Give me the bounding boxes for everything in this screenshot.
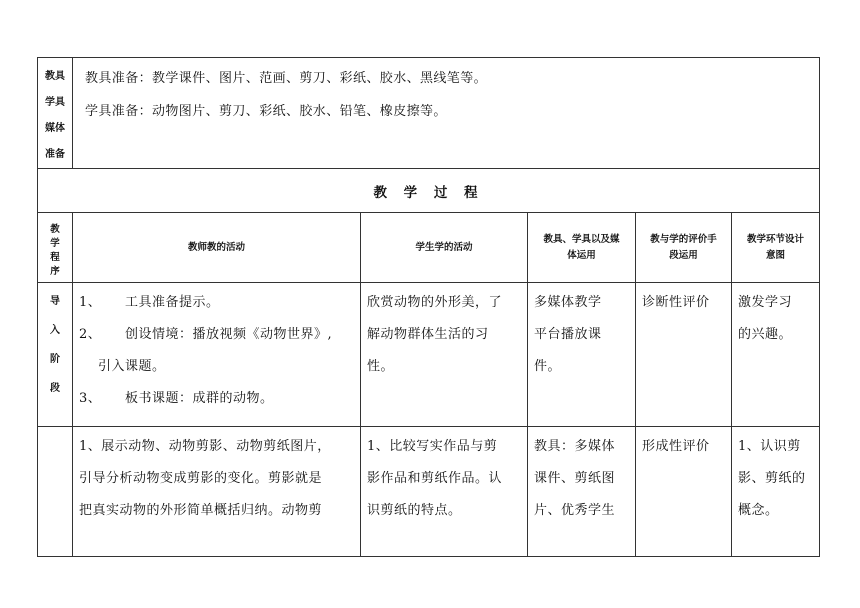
design-line: 概念。 bbox=[738, 503, 779, 518]
intro-student-activity bbox=[361, 283, 528, 427]
header-evaluation-line: 段运用 bbox=[669, 249, 698, 261]
header-media-line: 教具、学具以及媒 bbox=[543, 233, 620, 245]
header-evaluation bbox=[636, 213, 732, 283]
intro-teacher-activity bbox=[73, 283, 361, 427]
header-evaluation-line: 教与学的评价手 bbox=[650, 233, 717, 245]
side-label-line: 准备 bbox=[45, 149, 65, 160]
student-line: 1、比较写实作品与剪 bbox=[367, 439, 498, 454]
teacher-tools-text: 教具准备：教学课件、图片、范画、剪刀、彩纸、胶水、黑线笔等。 bbox=[85, 71, 488, 86]
header-media bbox=[528, 213, 636, 283]
tools-row bbox=[38, 58, 820, 169]
stage-char: 阶 bbox=[50, 354, 60, 365]
design-line: 激发学习 bbox=[738, 295, 793, 310]
teacher-line: 把真实动物的外形简单概括归纳。动物剪 bbox=[79, 503, 323, 518]
header-stage-char: 序 bbox=[50, 265, 60, 277]
step-text-continued: 引入课题。 bbox=[98, 359, 166, 374]
stage-char: 入 bbox=[50, 325, 60, 336]
next-design bbox=[732, 427, 820, 557]
header-teacher-activity: 教师教的活动 bbox=[73, 213, 361, 283]
side-label-line: 学具 bbox=[45, 97, 65, 108]
header-stage-char: 教 bbox=[50, 223, 60, 235]
header-student-activity: 学生学的活动 bbox=[361, 213, 528, 283]
next-media bbox=[528, 427, 636, 557]
step-number: 1、 bbox=[79, 295, 102, 310]
teacher-line: 1、展示动物、动物剪影、动物剪纸图片， bbox=[79, 439, 331, 454]
step-number: 3、 bbox=[79, 391, 102, 406]
intro-design bbox=[732, 283, 820, 427]
step-text: 创设情境：播放视频《动物世界》, bbox=[125, 327, 333, 342]
header-row bbox=[38, 213, 820, 283]
step-text: 板书课题：成群的动物。 bbox=[125, 391, 274, 406]
evaluation-line: 形成性评价 bbox=[642, 439, 710, 454]
evaluation-line: 诊断性评价 bbox=[642, 295, 710, 310]
next-row bbox=[38, 427, 820, 557]
design-line: 影、剪纸的 bbox=[738, 471, 806, 486]
next-teacher-activity bbox=[73, 427, 361, 557]
side-label-line: 媒体 bbox=[45, 123, 65, 134]
tools-content bbox=[73, 58, 820, 169]
process-title-row bbox=[38, 169, 820, 213]
next-student-activity bbox=[361, 427, 528, 557]
side-label-line: 教具 bbox=[45, 71, 65, 82]
header-stage bbox=[38, 213, 73, 283]
intro-row bbox=[38, 283, 820, 427]
intro-stage-label bbox=[38, 283, 73, 427]
header-media-line: 体运用 bbox=[567, 249, 596, 261]
header-stage-char: 程 bbox=[50, 251, 60, 263]
media-line: 平台播放课 bbox=[534, 327, 602, 342]
media-line: 件。 bbox=[534, 359, 562, 374]
header-stage-char: 学 bbox=[50, 237, 60, 249]
student-tools-text: 学具准备：动物图片、剪刀、彩纸、胶水、铅笔、橡皮擦等。 bbox=[85, 104, 447, 119]
student-line: 影作品和剪纸作品。认 bbox=[367, 471, 503, 486]
next-stage-label bbox=[38, 427, 73, 557]
student-line: 欣赏动物的外形美，了 bbox=[367, 295, 503, 310]
stage-char: 段 bbox=[50, 383, 60, 394]
header-design bbox=[732, 213, 820, 283]
header-design-line: 教学环节设计 bbox=[747, 233, 805, 245]
design-line: 1、认识剪 bbox=[738, 439, 801, 454]
header-design-line: 意图 bbox=[766, 249, 786, 261]
media-line: 多媒体教学 bbox=[534, 295, 602, 310]
intro-evaluation bbox=[636, 283, 732, 427]
teacher-line: 引导分析动物变成剪影的变化。剪影就是 bbox=[79, 471, 323, 486]
student-line: 解动物群体生活的习 bbox=[367, 327, 489, 342]
intro-media bbox=[528, 283, 636, 427]
teacher-step bbox=[79, 287, 354, 319]
media-line: 教具：多媒体 bbox=[534, 439, 616, 454]
teacher-step bbox=[79, 319, 354, 351]
step-text: 工具准备提示。 bbox=[125, 295, 220, 310]
design-line: 的兴趣。 bbox=[738, 327, 793, 342]
lesson-plan-table bbox=[37, 57, 820, 557]
media-line: 课件、剪纸图 bbox=[534, 471, 616, 486]
next-evaluation bbox=[636, 427, 732, 557]
stage-char: 导 bbox=[50, 296, 60, 307]
student-line: 性。 bbox=[367, 359, 395, 374]
teacher-step bbox=[79, 383, 354, 415]
process-title: 教 学 过 程 bbox=[38, 169, 820, 213]
media-line: 片、优秀学生 bbox=[534, 503, 616, 518]
tools-side-label bbox=[38, 58, 73, 169]
student-line: 识剪纸的特点。 bbox=[367, 503, 462, 518]
step-number: 2、 bbox=[79, 327, 102, 342]
